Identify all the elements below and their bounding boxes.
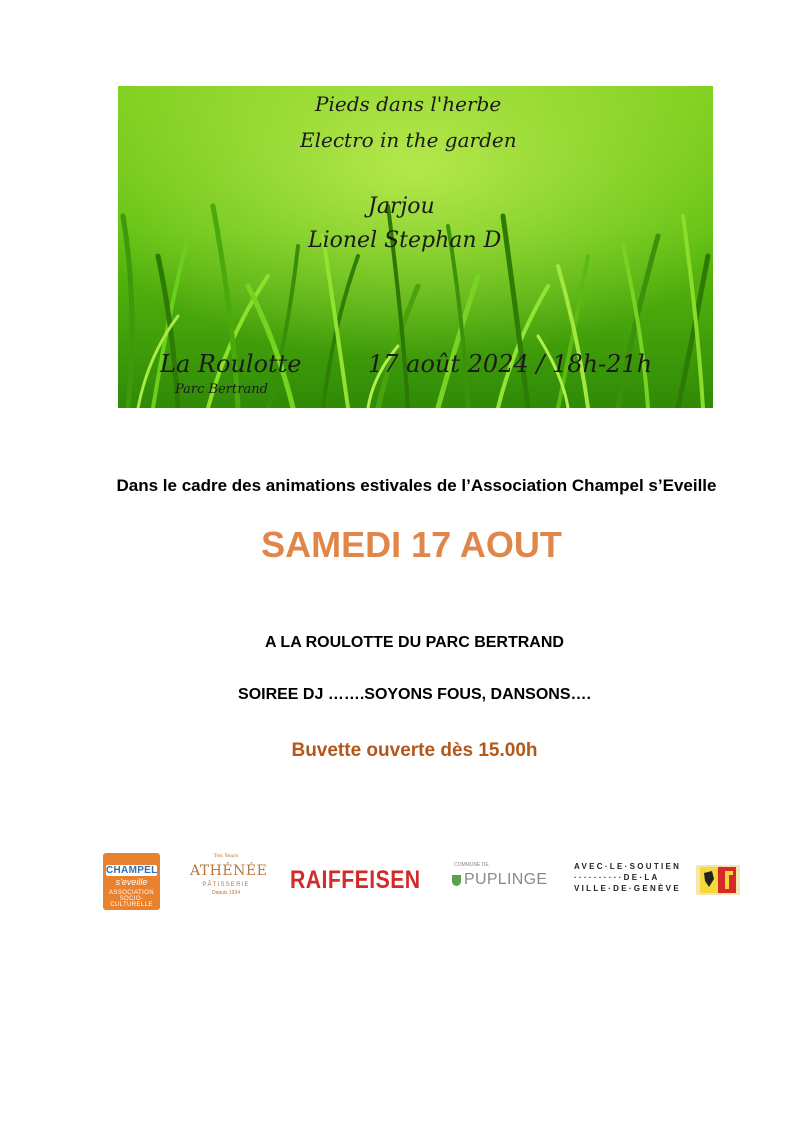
banner-artist-1: Jarjou — [368, 194, 435, 219]
champel-logo-name: CHAMPEL — [106, 865, 158, 876]
intro-text: Dans le cadre des animations estivales de l’Association Champel s’Eveille — [116, 476, 717, 495]
champel-logo — [103, 853, 160, 910]
athenee-logo-name: ATHÉNÉE — [190, 863, 268, 879]
athenee-logo-since: Depuis 1934 — [211, 890, 241, 896]
puplinge-logo-top: COMMUNE DE — [454, 862, 489, 868]
geneve-crest-icon — [696, 861, 740, 897]
banner-venue: La Roulotte — [160, 350, 302, 378]
event-banner — [118, 86, 713, 408]
banner-title-line2: Electro in the garden — [300, 128, 517, 152]
raiffeisen-logo: RAIFFEISEN — [290, 866, 421, 894]
geneve-logo-line3: VILLE·DE·GENÈVE — [574, 884, 681, 893]
athenee-logo-sub: PÂTISSERIE — [202, 882, 250, 888]
geneve-logo-line1: AVEC·LE·SOUTIEN — [574, 862, 682, 871]
puplinge-logo — [448, 862, 548, 894]
puplinge-logo-name: PUPLINGE — [464, 871, 548, 888]
athenee-logo-top: Ten Years — [213, 853, 239, 859]
champel-logo-tag: ASSOCIATION SOCIO-CULTURELLE — [109, 890, 154, 908]
banner-artist-2: Lionel Stephan D — [308, 228, 502, 253]
banner-datetime: 17 août 2024 / 18h-21h — [368, 350, 653, 378]
venue-text: A LA ROULOTTE DU PARC BERTRAND — [265, 634, 564, 651]
champel-logo-sub: s'eveille — [115, 877, 148, 887]
puplinge-shield-icon — [452, 875, 461, 886]
bar-hours-text: Buvette ouverte dès 15.00h — [291, 740, 538, 761]
athenee-logo — [190, 853, 268, 909]
banner-venue-sub: Parc Bertrand — [175, 382, 268, 397]
party-text: SOIREE DJ …….SOYONS FOUS, DANSONS…. — [238, 686, 591, 703]
event-date-heading: SAMEDI 17 AOUT — [261, 524, 562, 565]
geneve-logo-line2: ··········DE·LA — [574, 873, 660, 882]
ville-de-geneve-logo — [574, 861, 744, 899]
banner-title-line1: Pieds dans l'herbe — [315, 92, 502, 116]
